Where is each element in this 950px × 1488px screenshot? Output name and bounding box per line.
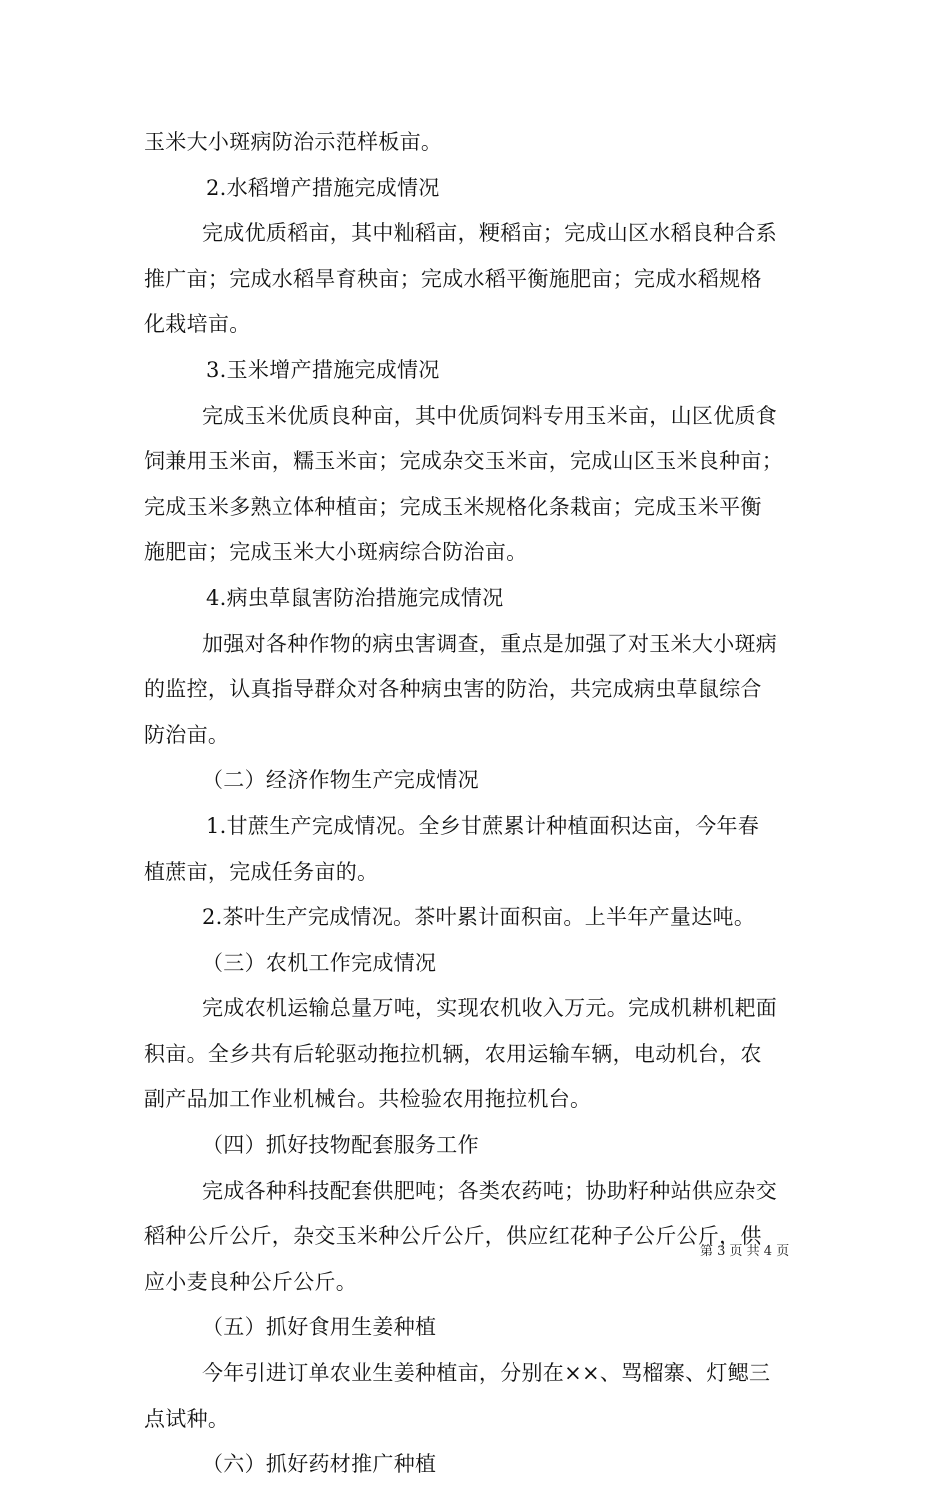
text-line: 完成各种科技配套供肥吨；各类农药吨；协助籽种站供应杂交 [202,1178,778,1203]
text-line: 饲兼用玉米亩，糯玉米亩；完成杂交玉米亩，完成山区玉米良种亩； [144,449,783,474]
text-line: （六）抓好药材推广种植 [202,1452,437,1477]
text-line: 应小麦良种公斤公斤。 [144,1269,357,1294]
text-line: （五）抓好食用生姜种植 [202,1315,437,1340]
text-line: 2.茶叶生产完成情况。茶叶累计面积亩。上半年产量达吨。 [202,905,756,930]
text-line: （二）经济作物生产完成情况 [202,768,479,793]
text-line: 今年引进订单农业生姜种植亩，分别在××、骂榴寨、灯鳃三 [202,1361,771,1386]
text-line: 完成农机运输总量万吨，实现农机收入万元。完成机耕机耙面 [202,996,778,1021]
text-line: 加强对各种作物的病虫害调查，重点是加强了对玉米大小斑病 [202,631,778,656]
text-line: 植蔗亩，完成任务亩的。 [144,859,379,884]
text-line: 的监控，认真指导群众对各种病虫害的防治，共完成病虫草鼠综合 [144,677,762,702]
text-line: 完成玉米多熟立体种植亩；完成玉米规格化条栽亩；完成玉米平衡 [144,494,762,519]
text-line: 完成玉米优质良种亩，其中优质饲料专用玉米亩，山区优质食 [202,403,778,428]
text-line: 玉米大小斑病防治示范样板亩。 [144,130,443,154]
document-body [144,120,809,1488]
text-line: 1.甘蔗生产完成情况。全乡甘蔗累计种植面积达亩，今年春 [206,813,760,838]
text-line: 化栽培亩。 [144,312,251,337]
text-line: （三）农机工作完成情况 [202,950,437,975]
page-footer: 第 3 页 共 4 页 [700,1244,790,1259]
text-line: 完成优质稻亩，其中籼稻亩，粳稻亩；完成山区水稻良种合系 [202,221,778,246]
text-line: （四）抓好技物配套服务工作 [202,1133,479,1158]
text-line: 4.病虫草鼠害防治措施完成情况 [206,585,504,610]
text-line: 推广亩；完成水稻旱育秧亩；完成水稻平衡施肥亩；完成水稻规格 [144,266,762,291]
text-line: 防治亩。 [144,722,230,747]
text-line: 副产品加工作业机械台。共检验农用拖拉机台。 [144,1087,592,1112]
text-line: 点试种。 [144,1406,230,1431]
text-line: 积亩。全乡共有后轮驱动拖拉机辆，农用运输车辆，电动机台，农 [144,1041,762,1066]
text-line: 施肥亩；完成玉米大小斑病综合防治亩。 [144,540,528,565]
text-line: 2.水稻增产措施完成情况 [206,175,440,200]
text-line: 稻种公斤公斤，杂交玉米种公斤公斤，供应红花种子公斤公斤，供 [144,1224,762,1249]
text-line: 3.玉米增产措施完成情况 [206,357,440,382]
